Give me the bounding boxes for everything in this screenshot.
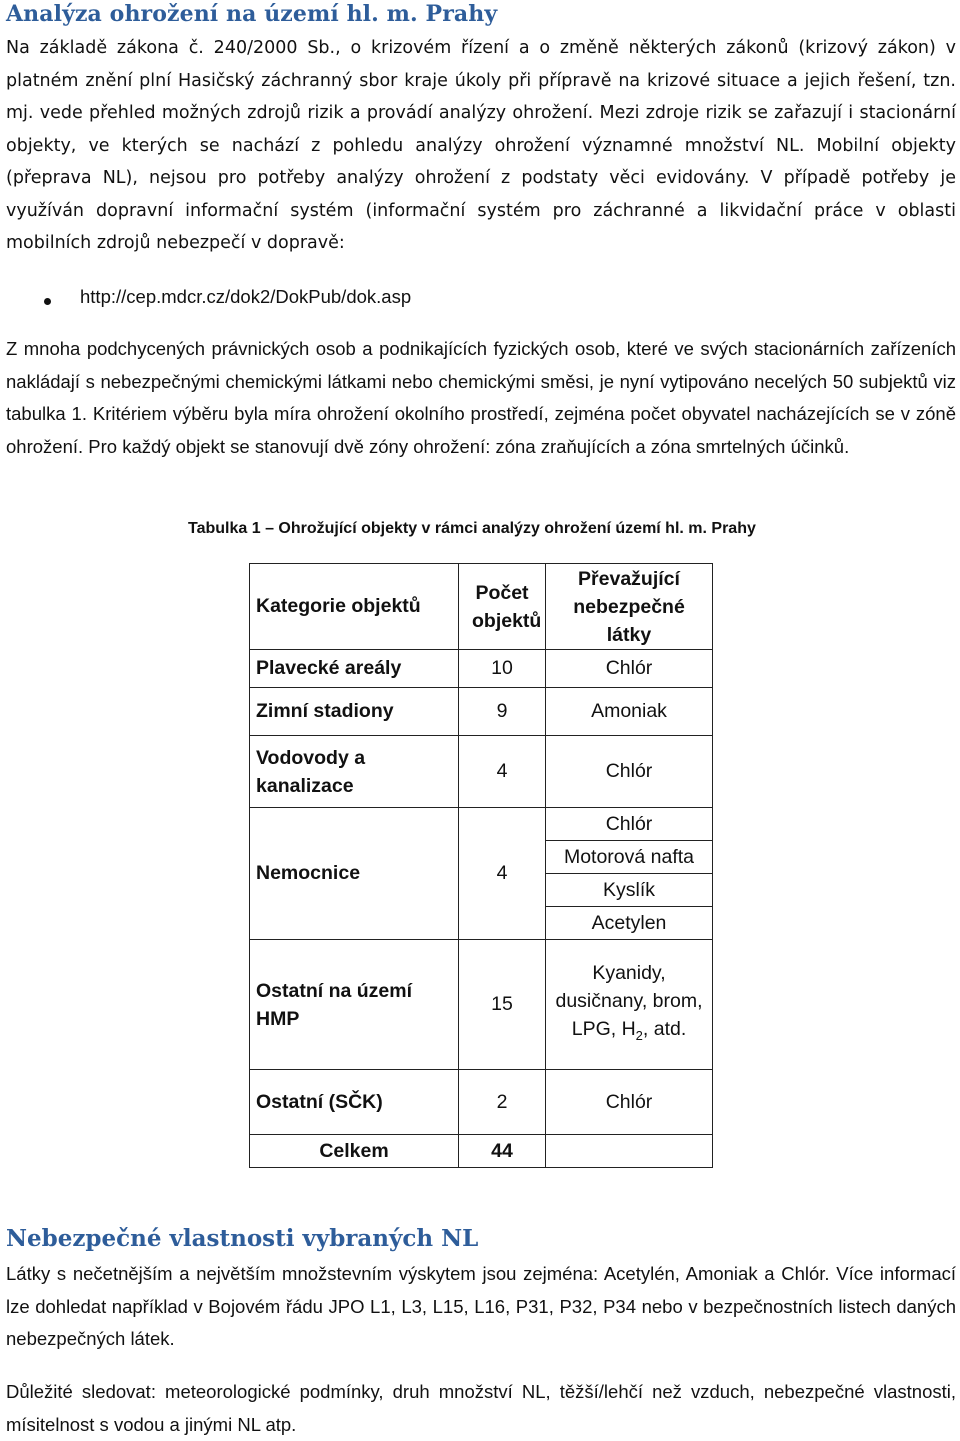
bullet-icon bbox=[44, 298, 51, 305]
hazard-objects-table bbox=[249, 563, 713, 1168]
intro-paragraph: Na základě zákona č. 240/2000 Sb., o krizovém řízení a o změně některých zákonů (krizový zákon) v platném znění plní Hasičský záchranný sbor kraje úkoly při přípravě na krizové situace a jejich řešení, tzn. mj. vede přehled možných zdrojů rizik a provádí analýzy ohrožení. Mezi zdroje rizik se zařazují i stacionární objekty, ve kterých se nachází z pohledu analýzy ohrožení významné množství NL. Mobilní objekty (přeprava NL), nejsou pro potřeby analýzy ohrožení z podstaty věci evidovány. V případě potřeby je využíván dopravní informační systém (informační systém pro záchranné a likvidační práce v oblasti mobilních zdrojů nebezpečí v dopravě: bbox=[6, 38, 956, 253]
table-row bbox=[250, 736, 713, 808]
cell-category-label: Ostatní na území HMP bbox=[256, 979, 413, 1030]
header-count bbox=[459, 564, 546, 650]
table-row bbox=[250, 1070, 713, 1135]
cell-substance: Chlór bbox=[546, 650, 713, 688]
cell-count: 2 bbox=[459, 1070, 546, 1135]
cell-count: 10 bbox=[459, 650, 546, 688]
header-substances bbox=[546, 564, 713, 650]
cell-count: 15 bbox=[459, 940, 546, 1070]
table-row bbox=[250, 940, 713, 1070]
cell-substance: Chlór bbox=[546, 1070, 713, 1135]
header-count-label: Počet objektů bbox=[472, 581, 542, 632]
dok-link[interactable]: http://cep.mdcr.cz/dok2/DokPub/dok.asp bbox=[80, 286, 412, 307]
total-label: Celkem bbox=[250, 1135, 459, 1168]
cell-count: 9 bbox=[459, 688, 546, 736]
table-header-row bbox=[250, 564, 713, 650]
substances-paragraph: Látky s nečetnějším a největším množstevním výskytem jsou zejména: Acetylén, Amoniak a Chlór. Více informací lze dohledat například v Bojovém řádu JPO L1, L3, L15, L16, P31, P32, P34 nebo v bezpečnostních listech daných nebezpečných látek. bbox=[6, 1263, 956, 1349]
cell-category-label: Vodovody a kanalizace bbox=[256, 746, 366, 797]
cell-category bbox=[250, 940, 459, 1070]
cell-count: 4 bbox=[459, 736, 546, 808]
cell-substance: Acetylen bbox=[546, 907, 713, 940]
cell-substance bbox=[546, 940, 713, 1070]
cell-category bbox=[250, 736, 459, 808]
table-row bbox=[250, 688, 713, 736]
header-category: Kategorie objektů bbox=[250, 564, 459, 650]
cell-substance-label: Kyanidy, dusičnany, brom, LPG, $H_2$, atd. bbox=[555, 962, 703, 1043]
section-heading: Nebezpečné vlastnosti vybraných NL bbox=[6, 1225, 479, 1252]
cell-count: 4 bbox=[459, 808, 546, 940]
table-caption: Tabulka 1 – Ohrožující objekty v rámci analýzy ohrožení území hl. m. Prahy bbox=[188, 520, 756, 537]
table-row bbox=[250, 650, 713, 688]
cell-substance: Chlór bbox=[546, 808, 713, 841]
table-row bbox=[250, 808, 713, 841]
cell-category: Nemocnice bbox=[250, 808, 459, 940]
cell-category: Ostatní (SČK) bbox=[250, 1070, 459, 1135]
cell-substance: Amoniak bbox=[546, 688, 713, 736]
subjects-paragraph: Z mnoha podchycených právnických osob a podnikajících fyzických osob, které ve svých stacionárních zařízeních nakládají s nebezpečnými chemickými látkami nebo chemickými směsi, je nyní vytipováno necelých 50 subjektů viz tabulka 1. Kritériem výběru byla míra ohrožení okolního prostředí, zejména počet obyvatel nacházejících se v zóně ohrožení. Pro každý objekt se stanovují dvě zóny ohrožení: zóna zraňujících a zóna smrtelných účinků. bbox=[6, 338, 956, 457]
monitoring-paragraph: Důležité sledovat: meteorologické podmínky, druh množství NL, těžší/lehčí než vzduch, nebezpečné vlastnosti, mísitelnost s vodou a jinými NL atp. bbox=[6, 1381, 956, 1435]
total-empty-cell bbox=[546, 1135, 713, 1168]
cell-substance: Kyslík bbox=[546, 874, 713, 907]
table-total-row bbox=[250, 1135, 713, 1168]
header-substances-label: Převažující nebezpečné látky bbox=[573, 567, 685, 646]
total-count: 44 bbox=[459, 1135, 546, 1168]
cell-category: Zimní stadiony bbox=[250, 688, 459, 736]
page-heading: Analýza ohrožení na území hl. m. Prahy bbox=[6, 1, 498, 27]
cell-substance: Chlór bbox=[546, 736, 713, 808]
cell-substance: Motorová nafta bbox=[546, 841, 713, 874]
cell-category: Plavecké areály bbox=[250, 650, 459, 688]
